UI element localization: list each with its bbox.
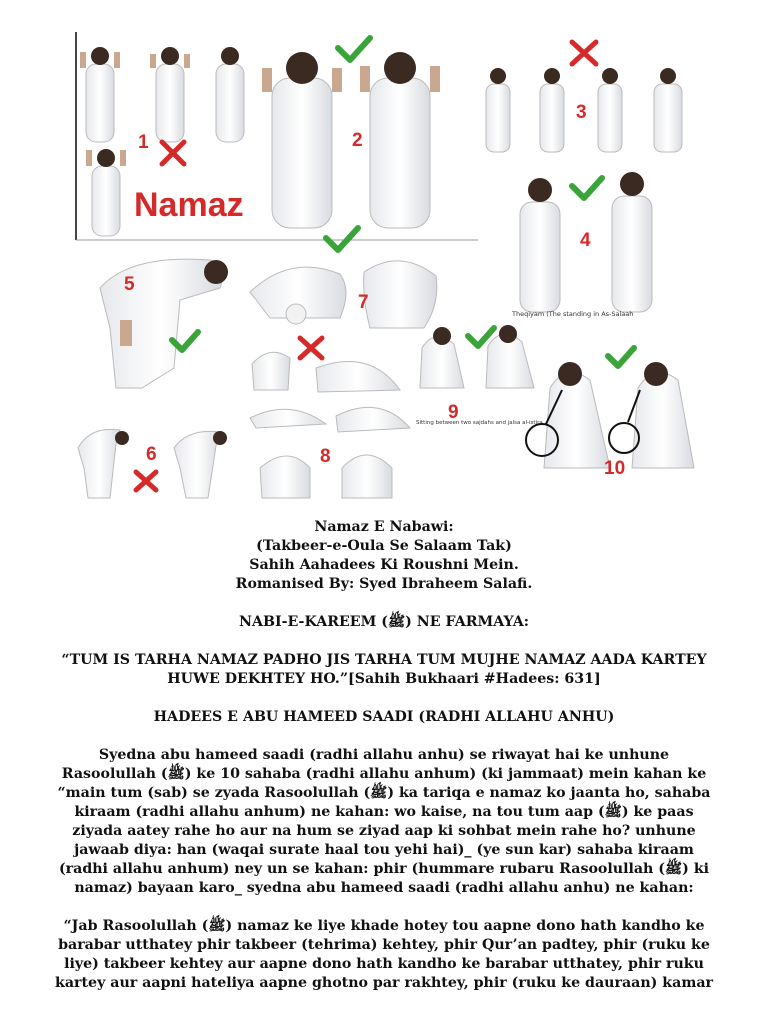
paragraph-line: kartey aur aapni hateliya aapne ghotno par rakhtey, phir (ruku ke dauraan) kamar — [55, 975, 713, 991]
paragraph-line: Syedna abu hameed saadi (radhi allahu anhu) se riwayat hai ke unhune — [98, 747, 670, 763]
namaz-illustration — [70, 28, 702, 504]
paragraph-line: jawaab diya: han (waqai surate haal tou yehi hai)_ (ye sun kar) sahaba kiraam — [74, 842, 694, 858]
step-label: 2 — [352, 130, 363, 151]
check-mark-icon — [338, 38, 370, 60]
heading-line: (Takbeer-e-Oula Se Salaam Tak) — [256, 538, 512, 554]
namaz-illustration-svg — [70, 28, 702, 504]
paragraph-line: barabar utthatey phir takbeer (tehrima) kehtey, phir Qur’an padtey, phir (ruku ke — [58, 937, 710, 953]
paragraph-line: liye) takbeer kehtey aur aapne dono hath kandho ke barabar utthatey, phir ruku — [64, 956, 704, 972]
step-label: 8 — [320, 446, 331, 467]
step-label: 10 — [604, 458, 626, 479]
paragraph-line: ziyada aatey rahe ho aur na hum se ziyad aap ki sohbat mein rahe ho? unhune — [72, 823, 696, 839]
quote-line: “TUM IS TARHA NAMAZ PADHO JIS TARHA TUM MUJHE NAMAZ AADA KARTEY — [61, 652, 707, 668]
quote-block — [30, 651, 738, 689]
cross-mark-icon — [300, 338, 322, 358]
figure-title: Namaz — [134, 186, 244, 224]
cross-mark-icon — [572, 42, 596, 64]
step-label: 5 — [124, 274, 135, 295]
step-label: 6 — [146, 444, 157, 465]
paragraph-line: kiraam (radhi allahu anhum) ne kahan: wo kaise, na tou tum aap (ﷺ) ke paas — [74, 804, 694, 820]
paragraph-line: (radhi allahu anhum) ney un se kahan: phir (hummare rubaru Rasoolullah (ﷺ) ki — [58, 861, 710, 877]
step4-caption: Theqiyam (The standing in As-Salaah — [512, 310, 634, 318]
cross-mark-icon — [136, 472, 156, 490]
hadees-title: HADEES E ABU HAMEED SAADI (RADHI ALLAHU ANHU) — [153, 709, 615, 725]
step7-figures — [250, 261, 437, 328]
check-mark-icon — [572, 178, 602, 198]
paragraph-1 — [30, 746, 738, 898]
step9-figures — [420, 325, 534, 388]
step-label: 9 — [448, 402, 459, 423]
paragraph-line: “Jab Rasoolullah (ﷺ) namaz ke liye khade hotey tou aapne dono hath kandho ke — [63, 918, 705, 934]
heading-line: Namaz E Nabawi: — [314, 519, 454, 535]
step8-figures — [250, 352, 410, 498]
heading-block — [30, 518, 738, 594]
step2-figure — [262, 52, 440, 228]
step10-figures — [526, 362, 694, 468]
step5-figure — [100, 259, 228, 388]
paragraph-2 — [30, 917, 738, 993]
quote-line: HUWE DEKHTEY HO.”[Sahih Bukhaari #Hadees: 631] — [167, 671, 601, 687]
saying-title: NABI-E-KAREEM (ﷺ) NE FARMAYA: — [238, 614, 530, 630]
step-label: 4 — [580, 230, 591, 251]
document-text — [30, 518, 738, 1012]
step9-caption: Sitting between two sajdahs and jalsa al-istira — [416, 420, 543, 426]
step-label: 7 — [358, 292, 369, 313]
heading-line: Romanised By: Syed Ibraheem Salafi. — [235, 576, 533, 592]
paragraph-line: Rasoolullah (ﷺ) ke 10 sahaba (radhi allahu anhum) (ki jammaat) mein kahan ke — [61, 766, 707, 782]
step-label: 1 — [138, 132, 149, 153]
check-mark-icon — [608, 348, 634, 366]
paragraph-line: “main tum (sab) se zyada Rasoolullah (ﷺ) ka tariqa e namaz ko jaanta ho, sahaba — [57, 785, 711, 801]
cross-mark-icon — [162, 142, 184, 164]
step-label: 3 — [576, 102, 587, 123]
check-mark-icon — [326, 228, 358, 250]
heading-line: Sahih Aahadees Ki Roushni Mein. — [249, 557, 519, 573]
paragraph-line: namaz) bayaan karo_ syedna abu hameed saadi (radhi allahu anhu) ne kahan: — [74, 880, 694, 896]
